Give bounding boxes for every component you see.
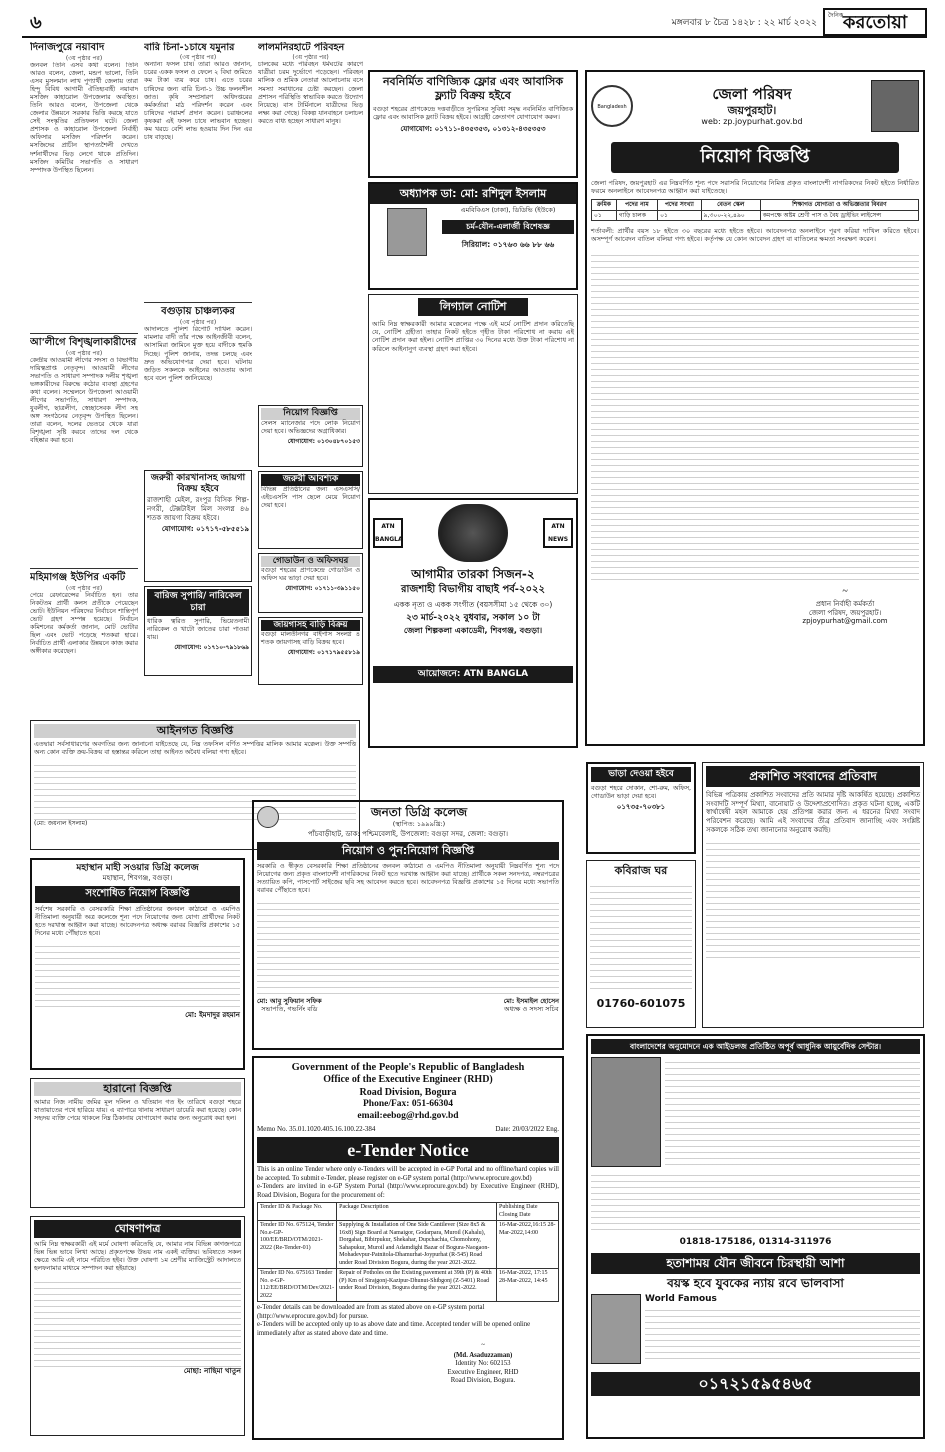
med-sub: বয়স্ক হবে যুবকের ন্যায় রবে ভালবাসা xyxy=(667,1275,844,1290)
kabiraj-ad xyxy=(586,860,696,1028)
med-phone-main: 01818-175186, 01314-311976 xyxy=(679,1237,832,1248)
article-title: বগুড়ায় চাঞ্চল্যকর xyxy=(161,306,235,318)
ad-sig: মোছা: নাছিমা খাতুন xyxy=(183,1366,241,1375)
col1-articles xyxy=(30,42,138,692)
ad-title: নবনির্মিত বাণিজ্যিক ফ্লোর এবং আবাসিক ফ্ল্যাট বিক্রয় হইবে xyxy=(382,75,564,102)
filler-lines xyxy=(34,1277,241,1367)
article-body: আদালতে পুলিশ রিপোর্ট দাখিল করেন। মামলার বাদী তাঁর পক্ষে আইনজীবী বলেন, আসামিরা জামিনে মুক্ত হয়ে বাদীকে হুমকি দিচ্ছে। পুলিশ জানায়, তদন্ত চলছে এবং দ্রুত অভিযোগপত্র দেয়া হবে। ঘটনায় জড়িত সকলকে আইনের আওতায় আনা হবে বলে পুলিশ জানিয়েছে। xyxy=(144,326,252,382)
post-table xyxy=(591,199,919,221)
article-body: কেন্দ্রীয় আওয়ামী লীগের সদস্য ও বিভাগীয় দায়িত্বপ্রাপ্ত নেতৃবৃন্দ। আওয়ামী লীগের সভাপতি ও সাধারণ সম্পাদক দলীয় শৃঙ্খলা ভঙ্গকারীদের বিরুদ্ধে কঠোর ব্যবস্থা গ্রহণের কথা বলেন। সম্মেলনে উপজেলা আওয়ামী লীগের সভাপতি, সাধারণ সম্পাদক, যুবলীগ, ছাত্রলীগ, স্বেচ্ছাসেবক লীগ সহ অঙ্গ সংগঠনের নেতৃবৃন্দ উপস্থিত ছিলেন। তারা বলেন, দলের ভেতরে থেকে যারা বিশৃঙ্খলা সৃষ্টি করবে তাদের দল থেকে বহিষ্কার করা হবে। xyxy=(30,357,138,445)
filler-lines xyxy=(590,881,692,991)
ad-body: এতদ্বারা সর্বসাধারণের অবগতির জন্য জানানো যাইতেছে যে, নিম্ন তফসিল বর্ণিত সম্পত্তির মালিক আমার মক্কেল। উক্ত সম্পত্তি অন্য কোন ব্যক্তি ক্রয়-বিক্রয় বা হস্তান্তর করিলে তাহা আইনত অবৈধ বলিয়া গণ্য হইবে। xyxy=(34,740,356,756)
doctor-photo xyxy=(591,1294,641,1364)
ad-body: রাজশাহী মেইল, রংপুর বিসিক শিল্প-নগরী, টেক্সটাইল মিল সংলগ্ন ৪৬ শতক জায়গা বিক্রয় হইবে। xyxy=(147,496,249,522)
ad-title: কবিরাজ ঘর xyxy=(614,864,668,877)
med-banner: বাংলাদেশের অনুমোদনে এক আইডলজ প্রতিষ্ঠিত অপূর্ব আধুনিক আয়ুর্বেদিক সেন্টার। xyxy=(591,1039,920,1054)
table-row: Tender ID No. 675163 Tender No. e-GP-112/EE/BRD/OTM/Dev/2021-2022 Repair of Potholes on the Existing pavement at 39th (P) & 40th (P) Km of Sirajgonj-Kazipur-Dhunut-Shibgonj (Z-5401) Road under Road Division, Bogura during the year 2021-2022. 16-Mar-2022, 17:15 28-Mar-2022, 14:45 xyxy=(258,1269,559,1302)
tender-sig-id: Identity No: 602153 xyxy=(455,1360,511,1368)
tender-date: Date: 20/03/2022 Eng. xyxy=(495,1124,559,1133)
tender-foot1: e-Tender details can be downloaded are from as stated above on e-GP system portal (http://www.eprocure.gov.bd) for pursue. xyxy=(257,1304,485,1320)
recruit-banner: নিয়োগ বিজ্ঞপ্তি xyxy=(611,142,899,173)
col-package: Package Description xyxy=(337,1203,497,1221)
article-body: চালকের মধ্যে পরিবহন ধর্মঘটের কারণে যাত্রীরা চরম দুর্ভোগে পড়েছেন। পরিবহন মালিক ও শ্রমিক নেতারা আলোচনায় বসে সমস্যা সমাধানের চেষ্টা করছেন। জেলা প্রশাসন পরিস্থিতি স্বাভাবিক করতে উদ্যোগ নিয়েছে। বাস টার্মিনালে যাত্রীদের ভিড় লক্ষ্য করা গেছে। বিকল্প যানবাহনে চলাচল করতে বাধ্য হচ্ছেন সাধারণ মানুষ। xyxy=(258,61,363,125)
legal-notice xyxy=(368,294,578,494)
tender-sig-role: Executive Engineer, RHD xyxy=(447,1368,519,1376)
article-sub: (৩য় পৃষ্ঠার পর) xyxy=(179,318,217,326)
ad-title: বারিজ সুপারি/ নারিকেল চারা xyxy=(147,589,249,616)
article-body: অন্যান্য ফসল চাষ। তারা আরও জানান, চরের একক ফসল ও ফেলে ২ বিঘা জমিতে কম টাকা ব্যয় করে চাষ। এতে চরের চাষিদের জন্য বারি চিনা-১ উচ্চ ফলনশীল জাত। কৃষি সম্প্রসারণ অধিদপ্তরের কর্মকর্তারা মাঠ পরিদর্শন করেন এবং চাষিদের পরামর্শ প্রদান করেন। চরাঞ্চলের কৃষকরা এই ফসল চাষে লাভবান হচ্ছেন। কম খরচে বেশি লাভ হওয়ায় দিন দিন এর চাষ বাড়ছে। xyxy=(144,61,252,141)
sig2-name: মো: ইসমাইল হোসেন xyxy=(503,996,559,1005)
tender-banner: e-Tender Notice xyxy=(257,1137,559,1164)
recruit-ad xyxy=(258,405,363,467)
tender-gov: Government of the People's Republic of Bangladesh xyxy=(291,1062,525,1073)
college-banner: নিয়োগ ও পুন:নিয়োগ বিজ্ঞপ্তি xyxy=(257,842,559,860)
officer-title: প্রধান নির্বাহী কর্মকর্তা xyxy=(815,599,875,608)
ad-title: নিয়োগ বিজ্ঞপ্তি xyxy=(261,408,360,419)
ad-title: ভাড়া দেওয়া হইবে xyxy=(591,767,691,782)
article-sub: (৩য় পৃষ্ঠার পর) xyxy=(65,584,103,592)
officer-email: zpjoypurhat@gmail.com xyxy=(802,617,888,626)
correction-body: সর্বশেষ সরকারি ও বেসরকারি শিক্ষা প্রতিষ্ঠানের জনবল কাঠামো ও এমপিও নীতিমালা অনুযায়ী অত্র কলেজে শূন্য পদে নিয়োগের জন্য যোগ্য প্রার্থীদের নিকট হতে দরখাস্ত আহ্বান করা যাচ্ছে। আবেদনপত্র অধ্যক্ষ বরাবর বিজ্ঞপ্তি প্রকাশের ১৫ দিনের মধ্যে পৌঁছাতে হবে। xyxy=(35,905,240,937)
ad-phone: যোগাযোগ: ০১৭১৭-৫৮৫৫১৯ xyxy=(161,524,249,533)
land-sale-ad xyxy=(144,470,252,582)
filler-lines xyxy=(591,250,919,580)
signature: ~ xyxy=(842,585,848,597)
article-sub: (৩য় পৃষ্ঠার পর) xyxy=(65,349,103,357)
ad-title: প্রকাশিত সংবাদের প্রতিবাদ xyxy=(706,766,920,787)
tender-table xyxy=(257,1202,559,1302)
ad-title: হারানো বিজ্ঞপ্তি xyxy=(34,1082,241,1096)
article-sub: (৩য় পৃষ্ঠার পর) xyxy=(292,53,329,61)
article-title: মহিমাগঞ্জ ইউপির একটি xyxy=(30,572,126,583)
dancer-image xyxy=(438,504,508,562)
zila-intro: জেলা পরিষদ, জয়পুরহাট এর নিম্নবর্ণিত শূন্য পদে সরাসরি নিয়োগের নিমিত্ত প্রকৃত বাংলাদেশী নাগরিকদের নিকট হইতে নির্ধারিত ফরমে অনলাইনে আবেদনপত্র আহ্বান করা যাইতেছে। xyxy=(591,178,919,195)
ad-title: আইনগত বিজ্ঞপ্তি xyxy=(34,724,356,738)
article-body: পেয়ে রেফারেন্সের নির্বাচিত হন। তার নিকটতম প্রার্থী কলস প্রতীকে পেয়েছেন ভোট। ইউনিয়ন পরিষদের নির্বাচনে শান্তিপূর্ণ ভোট গ্রহণ সম্পন্ন হয়েছে। নির্বাচন কমিশনের কর্মকর্তা জানান, মোট ভোটার ছিল এবং ভোট পড়েছে শতকরা হারে। নির্বাচিত প্রার্থী এলাকার উন্নয়নে কাজ করার অঙ্গীকার করেছেন। xyxy=(30,592,138,656)
urgent-ad xyxy=(258,471,363,549)
ad-title: গোডাউন ও অফিসঘর xyxy=(261,556,360,567)
filler-lines xyxy=(257,898,559,994)
ad-body: বগুড়া শহরের প্রাণকেন্দ্রে গোডাউন ও অফিস ঘর ভাড়া দেয়া হবে। xyxy=(261,567,360,583)
doctor-photo xyxy=(387,208,427,256)
correction-sig: মো: ইমদাদুর রহমান xyxy=(185,1010,240,1019)
talent-sub: রাজশাহী বিভাগীয় বাছাই পর্ব-২০২২ xyxy=(401,584,545,595)
flat-sale-ad xyxy=(368,70,578,178)
tender-division: Road Division, Bogura xyxy=(359,1086,457,1098)
col-dates: Publishing Date Closing Date xyxy=(497,1203,559,1221)
ad-sig: (মো: জয়নাল ইসলাম) xyxy=(34,819,88,827)
med-world: World Famous xyxy=(645,1293,717,1304)
zila-location: জয়পুরহাট। xyxy=(727,103,777,117)
ad-phone: যোগাযোগ: ০১৭১০-৭৯১৮৬৯ xyxy=(174,644,249,652)
table-row: Tender ID No. 675124, Tender No.e-GP-100/EE/BRD/OTM/2021-2022 (Re-Tender-01) Supplying & Installation of One Side Cantilever (Size 8x5 & 16x8) Sign Board at Namaigor, Godarpara, Muroil (Kahalu), Dorgahat, Bibirpukur, Shekahar, Dupchachia, Chomohony, Sahapukur, Muroil and Adamdighi Bazar of Bogura-Naogaon-Mohadevpur-Patnitola-Dhamurhat-Joypurhat (R-545) Road under Road Division Bogura, during the year 2021-2022. 16-Mar-2022,16:15 28-Mar-2022,14:00 xyxy=(258,1221,559,1269)
college-sub: মহাস্থান, শিবগঞ্জ, বগুড়া। xyxy=(102,874,173,883)
col3-articles xyxy=(258,42,363,742)
ad-phone: যোগাযোগ: ০১৩০৪৮৭০১৫৩ xyxy=(287,437,360,445)
page-header xyxy=(22,8,927,38)
article-body: জনবল তিনি এসব কথা বলেন। তিনি আরও বলেন, জেলা, মন্ডপ ভালো, তিনি এসব মুসলমান লাখ পুণ্যার্থী জেলায় তারা হিন্দু বিবিধ আগামী ঐতিহ্যবাহী নয়াবাদ মসজিদ কাহারোল উপজেলার অবস্থিত। তিনি আরও বলেন, উপজেলা থেকে জেলার উন্নয়নে সরকার ভিত্তি করছে যাতে সেই সংস্কৃতির প্রতিফলন ঘটে। জেলা প্রশাসক ও কাহারোল উপজেলা নির্বাহী অফিসার মসজিদ পরিদর্শন করেন। মসজিদের প্রাচীন স্থাপত্যশৈলী দেখতে দর্শনার্থীদের ভিড় লেগে থাকে প্রতিদিন। মসজিদ কমিটির সভাপতি ও সাধারণ সম্পাদক উপস্থিত ছিলেন। xyxy=(30,62,138,174)
college-addr: পাঁচবাড়ীহাট, ডাক: পশ্চিমবেলাই, উপজেলা: বগুড়া সদর, জেলা: বগুড়া। xyxy=(308,830,508,839)
article-sub: (৩য় পৃষ্ঠার পর) xyxy=(179,53,217,61)
sig1-name: মো: আবু সুফিয়ান সফিক xyxy=(257,996,322,1005)
officer-office: জেলা পরিষদ, জয়পুরহাট। xyxy=(808,608,882,617)
college-sub: (স্থাপিত: ১৯৯৯খ্রি:) xyxy=(392,820,446,828)
sig2-role: অধ্যক্ষ ও সদস্য সচিব xyxy=(504,1004,559,1013)
ad-body: বিভিন্ন পত্রিকায় প্রকাশিত সংবাদের প্রতি আমার দৃষ্টি আকর্ষিত হয়েছে। প্রকাশিত সংবাদটি সম্পূর্ণ মিথ্যা, বানোয়াট ও উদ্দেশ্যপ্রণোদিত। প্রকৃত ঘটনা হচ্ছে, একটি স্বার্থান্বেষী মহল আমাকে হেয় প্রতিপন্ন করার জন্য এ ধরনের মিথ্যা সংবাদ পরিবেশন করেছে। আমি এই সংবাদের তীব্র প্রতিবাদ জানাচ্ছি এবং সংশ্লিষ্ট সকলকে সঠিক তথ্য জানানোর অনুরোধ করছি। xyxy=(706,791,920,834)
article-title: বারি চিনা-১চাষে যমুনার xyxy=(144,42,235,53)
doctor-degree: এমবিবিএস (ঢাকা), ডিডিভি (ইউকে) xyxy=(460,205,556,214)
filler-lines xyxy=(706,838,920,958)
zila-conditions: শর্তাবলী: প্রার্থীর বয়স ১৮ হইতে ৩০ বছরের মধ্যে হইতে হইবে। আবেদনপত্র অনলাইনে পূরণ করিয়া দাখিল করিতে হইবে। অসম্পূর্ণ আবেদন বাতিল বলিয়া গণ্য হইবে। কর্তৃপক্ষ যে কোন আবেদন গ্রহণ বা বাতিলের ক্ষমতা সংরক্ষণ করেন। xyxy=(591,227,919,244)
col2-articles xyxy=(144,42,252,692)
filler-lines xyxy=(35,941,240,1011)
bangladesh-logo: Bangladesh xyxy=(591,85,633,127)
ad-phone: যোগাযোগ: ০১৭১৭৯৫৫৮১৯ xyxy=(287,649,360,657)
janata-college-notice xyxy=(252,800,564,1050)
ad-phone: যোগাযোগ: ০১৭১১-৪৩৫৩৫৩, ০১৩১২-৪৩৫৩৫৩ xyxy=(400,124,546,133)
tender-foot2: e-Tenders will be accepted only up to as above date and time. Accepted tender will be opened online immediately after as stated above date and time. xyxy=(257,1321,531,1337)
tender-email: email:eebog@rhd.gov.bd xyxy=(357,1111,459,1121)
paper-logo xyxy=(823,8,927,36)
talent-show-ad xyxy=(368,498,578,748)
paper-tag: দৈনিক xyxy=(828,12,844,19)
ayurvedic-ad xyxy=(586,1034,925,1439)
talent-organizer: আয়োজনে: ATN BANGLA xyxy=(373,666,573,683)
tender-intro: This is an online Tender where only e-Tenders will be accepted in e-GP Portal and no offline/hard copies will be accepted. To submit e-Tender, please register on e-GP system portal (http://www.eprocure.gov.bd) xyxy=(257,1166,559,1182)
col-count: পদের সংখ্যা xyxy=(658,200,702,211)
tender-office: Office of the Executive Engineer (RHD) xyxy=(323,1074,493,1086)
tender-phone: Phone/Fax: 051-66304 xyxy=(363,1099,453,1110)
col-tender-id: Tender ID & Package No. xyxy=(258,1203,337,1221)
atn-news-logo: ATN NEWS xyxy=(543,518,573,548)
col-post: পদের নাম xyxy=(616,200,657,211)
article-sub: (৩য় পৃষ্ঠার পর) xyxy=(65,54,103,62)
tender-sig-div: Road Division, Bogura. xyxy=(450,1377,516,1385)
article-title: আ'লীগে বিশৃঙ্খলাকারীদের xyxy=(30,337,137,348)
protest-notice xyxy=(702,762,924,1028)
col-serial: ক্রমিক xyxy=(592,200,617,211)
ad-phone: 01760-601075 xyxy=(596,996,686,1010)
notice-title: লিগ্যাল নোটিশ xyxy=(418,298,528,316)
tender-intro2: e-Tenders are invited in e-GP System Portal (http://www.eprocure.gov.bd) by Executive Engineer (RHD), Road Division, Bogura for the procurement of: xyxy=(257,1183,559,1199)
talent-venue: জেলা শিল্পকলা একাডেমী, শিবগঞ্জ, বগুড়া। xyxy=(403,626,543,636)
ad-phone: যোগাযোগ: ০১৭১১-৩৯১১৫০ xyxy=(285,585,360,593)
portrait-image xyxy=(871,80,919,132)
ad-body: বগুড়া শহরের প্রাণকেন্দ্রে দত্তবাড়ীতে সুপরিসর সুবিধা সমৃদ্ধ নবনির্মিত বাণিজ্যিক ফ্লোর এবং আবাসিক ফ্ল্যাট বিক্রয় হইবে। আগ্রহী ক্রেতাগণ যোগাযোগ করুন। xyxy=(373,105,573,121)
ad-title: ঘোষণাপত্র xyxy=(34,1220,241,1238)
tender-memo: Memo No. 35.01.1020.405.16.100.22-384 xyxy=(257,1124,376,1133)
product-image xyxy=(591,1057,661,1167)
ad-body: আমার নিজ নামীয় জমির মূল দলিল ও খতিয়ান গত ইং তারিখে বগুড়া শহরে যাতায়াতের পথে হারিয়ে যায়। এ ব্যাপারে থানায় সাধারণ ডায়েরি করা হয়েছে। কোন সহৃদয় ব্যক্তি পেয়ে থাকলে নিম্ন ঠিকানায় যোগাযোগ করার জন্য অনুরোধ করা হল। xyxy=(34,1098,241,1122)
ad-title: জায়গাসহ বাড়ি বিক্রয় xyxy=(261,620,360,631)
house-sale-ad xyxy=(258,617,363,685)
zila-title: জেলা পরিষদ xyxy=(712,84,792,103)
doctor-ad xyxy=(368,182,578,290)
doctor-name: অধ্যাপক ডা: মো: রশিদুল ইসলাম xyxy=(370,184,576,204)
correction-banner: সংশোধিত নিয়োগ বিজ্ঞপ্তি xyxy=(35,886,240,903)
ad-body: আমি নিম্ন স্বাক্ষরকারী এই মর্মে ঘোষণা করিতেছি যে, আমার নাম বিভিন্ন কাগজপত্রে ভিন্ন ভিন্ন ভাবে লিখা আছে। প্রকৃতপক্ষে উভয় নাম একই ব্যক্তির। ভবিষ্যতে সকল ক্ষেত্রে আমি এই নামে পরিচিত হইব। উক্ত ঘোষণা ১ম শ্রেণীর ম্যাজিস্ট্রেট আদালতে হলফনামার মাধ্যমে সম্পাদন করা হইয়াছে। xyxy=(34,1240,241,1272)
rent-ad xyxy=(586,762,696,854)
seedling-ad xyxy=(144,586,252,676)
declaration-notice xyxy=(30,1216,245,1436)
ad-body: বগুড়া মালতীনগর বাইপাস সংলগ্ন ৪ শতক জায়গাসহ বাড়ি বিক্রয় হবে। xyxy=(261,631,360,647)
ad-body: বগুড়া শহরে দোকান, শো-রুম, অফিস, গোডাউন ভাড়া দেয়া হবে। xyxy=(591,785,691,801)
table-row: ০১ গাড়ি চালক ০১ ৯,৩০০-২২,৪৯০ কমপক্ষে অষ্টম শ্রেণী পাস ও বৈধ ড্রাইভিং লাইসেন্স xyxy=(592,210,919,221)
filler-lines xyxy=(645,1305,920,1359)
lost-notice xyxy=(30,1078,245,1208)
ad-phone: ০১৭৩৫-৭০৩৮১ xyxy=(616,803,666,812)
atn-bangla-logo: ATN BANGLA xyxy=(373,518,403,548)
article-title: লালমনিরহাটে পরিবহন xyxy=(258,42,345,53)
talent-detail: একক নৃত্য ও একক সংগীত (বয়সসীমা ১৫ থেকে ৩০) xyxy=(393,599,553,609)
sig1-role: সভাপতি, গভর্নিং বডি xyxy=(261,1004,318,1013)
talent-date: ২৩ মার্চ-২০২২ বুধবার, সকাল ১০ টা xyxy=(406,612,540,623)
notice-body: আমি নিম্ন স্বাক্ষরকারী আমার মক্কেলের পক্ষে এই মর্মে নোটিশ প্রদান করিতেছি যে, নোটিশ গ্রহীতা তাহার নিকট হইতে গৃহীত টাকা পরিশোধ না করায় এই নোটিশ প্রদান করা হইল। নোটিশ প্রাপ্তির ৩০ দিনের মধ্যে উক্ত টাকা পরিশোধ না করিলে আইনানুগ ব্যবস্থা গ্রহণ করা হইবে। xyxy=(372,319,574,353)
doctor-phone: সিরিয়াল: ০১৭৬৩ ৬৬ ৮৮ ৬৬ xyxy=(461,239,555,249)
med-phone-big: ০১৭২১৫৯৫৪৬৫ xyxy=(591,1372,920,1396)
tender-sig-name: (Md. Asaduzzaman) xyxy=(453,1352,513,1359)
ad-body: ধারিক ত্বরিত সুপারি, ভিয়েতনামী নারিকেল ও খাটো জাতের চারা পাওয়া যায়। xyxy=(147,617,249,641)
college-logo xyxy=(257,806,279,828)
ad-body: বিভিন্ন প্রতিষ্ঠানের জন্য এসএসসি/এইচএসসি পাস ছেলে মেয়ে নিয়োগ দেয়া হবে। xyxy=(261,485,360,509)
article-title: দিনাজপুরে নয়াবাদ xyxy=(30,42,105,53)
med-title: হতাশাময় যৌন জীবনে চিরস্থায়ী আশা xyxy=(591,1253,920,1274)
college-title: মহাস্থান মাহী সওয়ার ডিগ্রি কলেজ xyxy=(76,863,199,873)
filler-lines xyxy=(591,1170,920,1234)
talent-title: আগামীর তারকা সিজন-২ xyxy=(411,567,535,581)
e-tender-notice xyxy=(252,1056,564,1440)
filler-lines xyxy=(665,1057,920,1167)
header-date: মঙ্গলবার ৮ চৈত্র ১৪২৮ : ২২ মার্চ ২০২২ xyxy=(671,18,817,28)
college-body: সরকারি ও স্বীকৃত বেসরকারি শিক্ষা প্রতিষ্ঠানের জনবল কাঠামো ও এমপিও নীতিমালা অনুযায়ী নিম্নবর্ণিত শূন্য পদে নিয়োগের জন্য প্রকৃত বাংলাদেশী নাগরিকদের নিকট হতে দরখাস্ত আহ্বান করা যাচ্ছে। প্রার্থীকে সকল সনদপত্র, নম্বরপত্রের সত্যায়িত কপি, পাসপোর্ট সাইজের ছবি সহ আবেদন করতে হবে। আবেদনপত্র বিজ্ঞপ্তি প্রকাশের ১৫ দিনের মধ্যে সভাপতি বরাবর পৌঁছাতে হবে। xyxy=(257,862,559,894)
college-title: জনতা ডিগ্রি কলেজ xyxy=(370,805,468,819)
ad-title: জরুরী আবশ্যক xyxy=(261,474,360,485)
col-scale: বেতন স্কেল xyxy=(701,200,760,211)
paper-name: করতোয়া xyxy=(842,12,908,33)
ad-body: সেলস ম্যানেজার পদে লোক নিয়োগ দেয়া হবে। অভিজ্ঞদের অগ্রাধিকার। xyxy=(261,419,360,435)
mahasthan-college-ad xyxy=(30,858,245,1070)
zila-web: web: zp.joypurhat.gov.bd xyxy=(701,117,803,127)
ad-title: জরুরী কারখানাসহ জায়গা বিক্রয় হইবে xyxy=(150,473,246,494)
signature: ~ xyxy=(481,1342,485,1349)
page-number: ৬ xyxy=(30,12,42,33)
doctor-spec: চর্ম-যৌন-এলার্জী বিশেষজ্ঞ xyxy=(442,220,574,234)
zila-parishad-notice xyxy=(585,70,925,746)
col-qual: শিক্ষাগত যোগ্যতা ও অভিজ্ঞতার বিবরণ xyxy=(760,200,918,211)
godown-ad xyxy=(258,553,363,613)
